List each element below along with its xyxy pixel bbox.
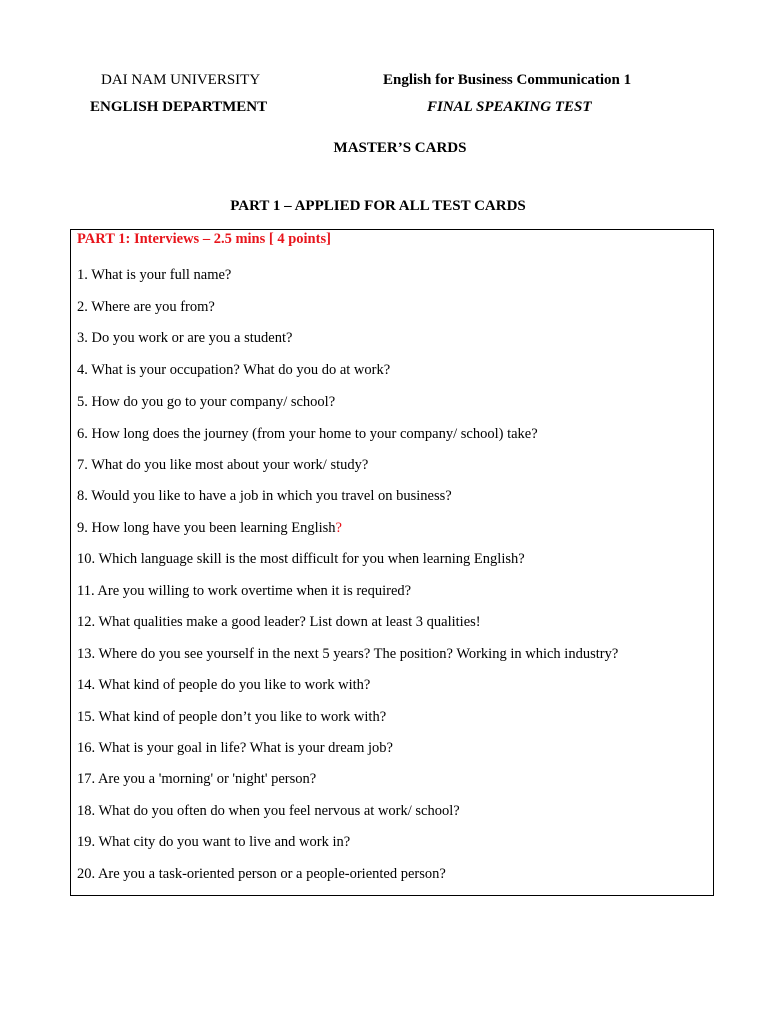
question-item: 1. What is your full name?	[77, 267, 232, 283]
course-title: English for Business Communication 1	[383, 72, 632, 88]
question-item: 19. What city do you want to live and work in?	[77, 834, 351, 850]
question-item: 12. What qualities make a good leader? List down at least 3 qualities!	[77, 614, 481, 630]
question-item: 8. Would you like to have a job in which you travel on business?	[77, 488, 452, 504]
university-name: DAI NAM UNIVERSITY	[101, 72, 261, 88]
question-item: 7. What do you like most about your work/ study?	[77, 457, 369, 473]
question-item: 3. Do you work or are you a student?	[77, 330, 293, 346]
question-item: 20. Are you a task-oriented person or a people-oriented person?	[77, 866, 446, 882]
question-item: 18. What do you often do when you feel nervous at work/ school?	[77, 803, 460, 819]
question-item: 17. Are you a 'morning' or 'night' person?	[77, 771, 317, 787]
question-item: 13. Where do you see yourself in the next 5 years? The position? Working in which industry?	[77, 646, 619, 662]
question-item: 11. Are you willing to work overtime when it is required?	[77, 583, 412, 599]
page-title: MASTER’S CARDS	[333, 140, 467, 156]
test-title: FINAL SPEAKING TEST	[427, 99, 592, 115]
questions-box	[70, 229, 714, 896]
part-heading: PART 1 – APPLIED FOR ALL TEST CARDS	[230, 198, 526, 214]
question-item: 16. What is your goal in life? What is your dream job?	[77, 740, 393, 756]
department-name: ENGLISH DEPARTMENT	[90, 99, 268, 115]
question-mark-red: ?	[335, 520, 342, 536]
question-item: 14. What kind of people do you like to work with?	[77, 677, 371, 693]
question-item: 6. How long does the journey (from your home to your company/ school) take?	[77, 426, 538, 442]
question-item: 4. What is your occupation? What do you do at work?	[77, 362, 391, 378]
question-text: 9. How long have you been learning English	[77, 520, 336, 536]
question-item: 2. Where are you from?	[77, 299, 215, 315]
question-item: 5. How do you go to your company/ school?	[77, 394, 336, 410]
box-title: PART 1: Interviews – 2.5 mins [ 4 points]	[77, 231, 331, 247]
question-item: 15. What kind of people don’t you like to work with?	[77, 709, 387, 725]
question-item	[77, 519, 342, 537]
question-item: 10. Which language skill is the most difficult for you when learning English?	[77, 551, 525, 567]
